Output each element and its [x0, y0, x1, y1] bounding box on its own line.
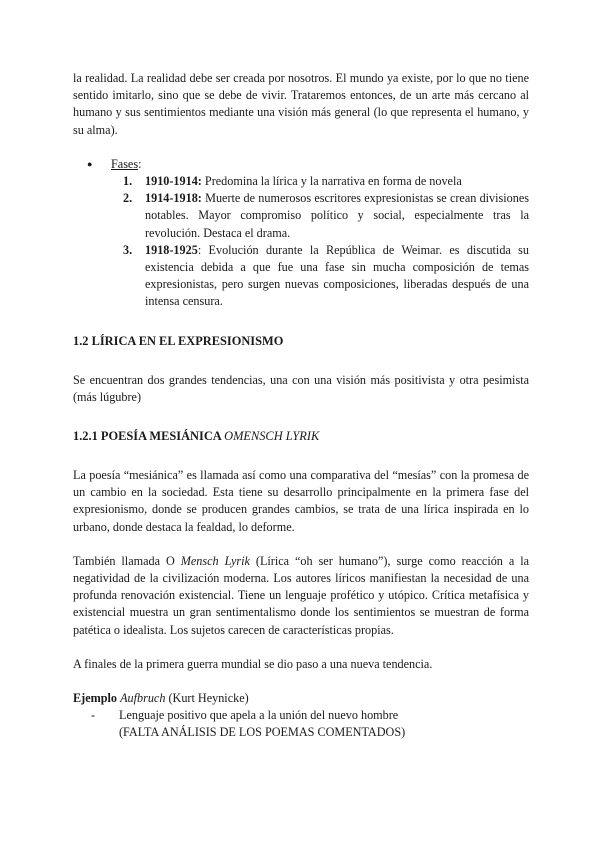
phases-label: Fases: [111, 156, 139, 171]
subsection-heading-text: 1.2.1 POESÍA MESIÁNICA: [73, 429, 225, 444]
phases-list: [123, 173, 529, 311]
paragraph-mensch-lyrik: [73, 553, 529, 639]
phase-period: 1910-1914:: [145, 174, 202, 189]
phase-description: Predomina la lírica y la narrativa en forma de novela: [201, 174, 462, 189]
list-number: 3.: [123, 242, 133, 257]
phases-bullet: [87, 156, 529, 173]
list-item: [123, 242, 529, 311]
list-number: 1.: [123, 174, 133, 189]
list-number: 2.: [123, 191, 133, 206]
subsection-heading-italic: OMENSCH LYRIK: [224, 429, 320, 444]
paragraph-mesianica: La poesía “mesiánica” es llamada así como una comparativa del “mesías” con la promesa de un cambio en la sociedad. Esta tiene su desarrollo principalmente en la primera fase del expresionismo, donde se producen grandes cambios, se trata de una lírica inspirada en lo urbano, donde destaca la fealdad, lo deforme.: [73, 468, 529, 534]
paragraph-transition: A finales de la primera guerra mundial se dio paso a una nueva tendencia.: [73, 656, 433, 671]
section-heading: 1.2 LÍRICA EN EL EXPRESIONISMO: [73, 333, 284, 348]
phases-colon: :: [138, 156, 142, 171]
intro-paragraph: la realidad. La realidad debe ser creada por nosotros. El mundo ya existe, por lo que no tiene sentido imitarlo, sino que se debe de vivir. Trataremos entonces, de un arte más cercano al humano y sus sentimientos mediante una visión más general (lo que representa el humano, y su alma).: [73, 71, 529, 137]
list-item: [123, 173, 529, 190]
phase-description: Muerte de numerosos escritores expresionistas se crean divisiones notables. Mayor compromiso político y social, especialmente tras la revolución. Destaca el drama.: [145, 191, 529, 240]
italic-term: Mensch Lyrik: [180, 553, 250, 568]
example-author: (Kurt Heynicke): [165, 691, 249, 706]
paragraph-text: (Lírica “oh ser humano”), surge como reacción a la negatividad de la civilización moderna. Los autores líricos manifiestan la necesidad de una profunda renovación existencial. Tiene un lenguaje profético y utópico. Crítica metafísica y existencial muestra un gran sentimentalismo donde los sentimientos se muestran de forma patética o idealista. Los sujetos carecen de características propias.: [73, 553, 530, 637]
phase-period: 1914-1918:: [145, 191, 202, 206]
bullet-icon: ●: [87, 158, 93, 169]
list-item: [91, 707, 529, 724]
example-line: [73, 690, 529, 707]
note-pending: (FALTA ANÁLISIS DE LOS POEMAS COMENTADOS): [119, 725, 406, 740]
paragraph-text: También llamada O: [73, 553, 181, 568]
dash-marker: -: [91, 708, 96, 723]
phase-period: 1918-1925: [145, 242, 198, 257]
example-label: Ejemplo: [73, 691, 118, 706]
example-notes: [91, 707, 529, 741]
note-text: Lenguaje positivo que apela a la unión del nuevo hombre: [119, 708, 399, 723]
section-paragraph: Se encuentran dos grandes tendencias, una con una visión más positivista y otra pesimista (más lúgubre): [73, 372, 529, 404]
list-item: [123, 190, 529, 242]
example-title: Aufbruch: [120, 691, 166, 706]
subsection-heading: [73, 428, 529, 445]
phase-description: : Evolución durante la República de Weimar. es discutida su existencia debida a que fue una fase sin mucha composición de temas expresionistas, pero surgen nuevas composiciones, liberadas después de una intensa censura.: [145, 242, 529, 309]
document-page: [73, 70, 529, 742]
